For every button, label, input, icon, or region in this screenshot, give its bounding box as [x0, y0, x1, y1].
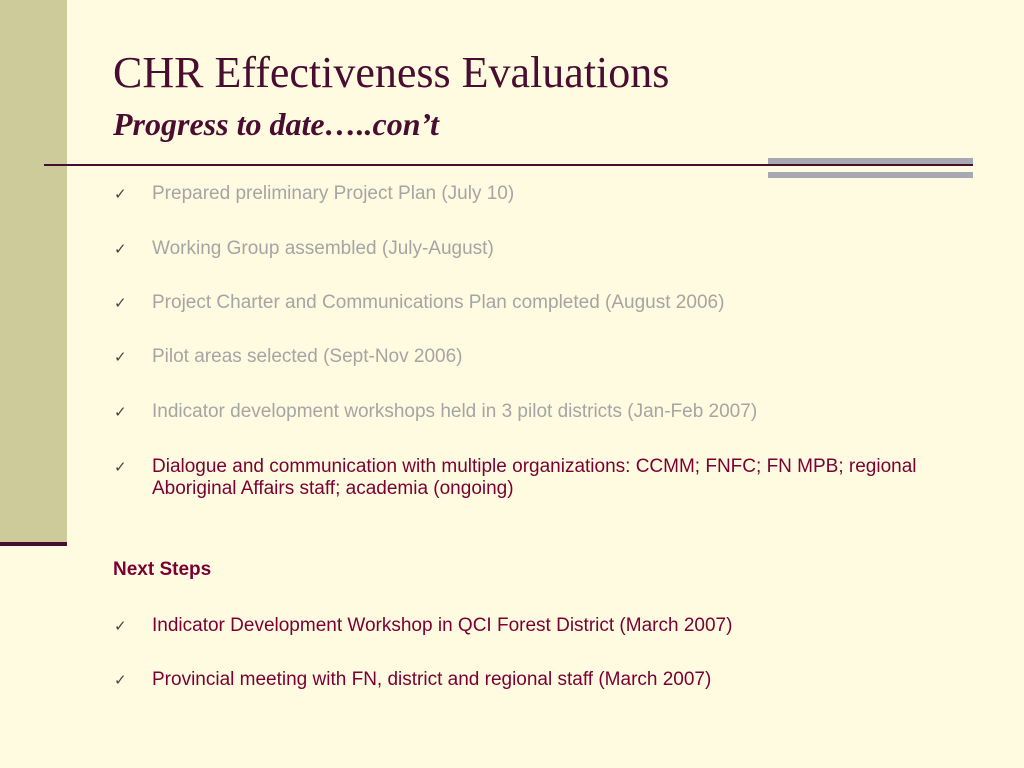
progress-item — [114, 346, 934, 368]
progress-item-text: Prepared preliminary Project Plan (July 10) — [152, 183, 515, 204]
checkmark-icon: ✓ — [114, 617, 127, 635]
progress-item-text: Project Charter and Communications Plan completed (August 2006) — [152, 292, 725, 313]
progress-item — [114, 183, 934, 205]
slide-subtitle: Progress to date…..con’t — [113, 106, 439, 142]
progress-item-text: Dialogue and communication with multiple organizations: CCMM; FNFC; FN MPB; regional Aboriginal Affairs staff; academia (ongoing) — [152, 456, 917, 499]
progress-item-text: Pilot areas selected (Sept-Nov 2006) — [152, 346, 463, 367]
progress-item-text: Indicator development workshops held in 3 pilot districts (Jan-Feb 2007) — [152, 401, 758, 422]
left-decorative-band — [0, 0, 67, 546]
title-divider — [44, 164, 973, 166]
checkmark-icon: ✓ — [114, 458, 127, 476]
next-steps-heading: Next Steps — [113, 559, 212, 580]
checkmark-icon: ✓ — [114, 240, 127, 258]
progress-item-text: Working Group assembled (July-August) — [152, 238, 494, 259]
next-step-item — [114, 615, 934, 637]
checkmark-icon: ✓ — [114, 403, 127, 421]
accent-bar-top — [768, 158, 973, 164]
slide-title: CHR Effectiveness Evaluations — [113, 48, 670, 97]
checkmark-icon: ✓ — [114, 671, 127, 689]
next-step-item — [114, 669, 934, 691]
next-step-text: Provincial meeting with FN, district and regional staff (March 2007) — [152, 669, 712, 690]
checkmark-icon: ✓ — [114, 185, 127, 203]
progress-item — [114, 292, 934, 314]
checkmark-icon: ✓ — [114, 294, 127, 312]
left-band-divider — [0, 542, 67, 546]
progress-item — [114, 401, 934, 423]
next-step-text: Indicator Development Workshop in QCI Forest District (March 2007) — [152, 615, 733, 636]
progress-item — [114, 238, 934, 260]
progress-item — [114, 456, 934, 500]
checkmark-icon: ✓ — [114, 348, 127, 366]
accent-bar-bottom — [768, 172, 973, 178]
